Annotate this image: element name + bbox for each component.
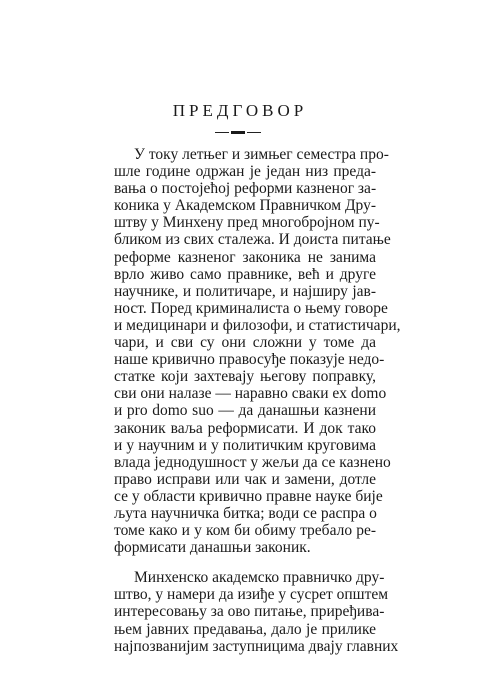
preface-text xyxy=(114,146,401,655)
text-line: законик ваља реформисати. И док тако xyxy=(114,419,376,437)
text-line: наше кривично правосуђе показује недо- xyxy=(114,351,385,369)
text-line: чари, и сви су они сложни у томе да xyxy=(114,334,376,352)
text-line: научнике, и политичаре, и најширу јав- xyxy=(114,282,376,300)
paragraph-1 xyxy=(114,146,401,557)
text-line: бликом из свих сталежа. И доиста питање xyxy=(114,231,391,249)
text-line: коника у Академском Правничком Дру- xyxy=(114,197,376,215)
text-line: ност. Поред криминалиста о њему говоре xyxy=(114,299,388,317)
paragraph-gap xyxy=(114,556,376,569)
text-line: У току летњег и зимњег семестра про- xyxy=(134,146,389,163)
text-line: њем јавних предавања, дало је прилике xyxy=(114,620,376,638)
ornament-line-left xyxy=(215,132,229,133)
ornament-line-right xyxy=(247,132,261,133)
paragraph-2 xyxy=(114,569,399,655)
text-line: влада једнодушност у жељи да се казнено xyxy=(114,453,391,471)
text-line: шле године одржан је један низ преда- xyxy=(114,163,376,181)
text-line: интересовању за ово питање, приређива- xyxy=(114,603,385,621)
heading-ornament-icon xyxy=(215,130,261,136)
text-line: томе како и у ком би обиму требало ре- xyxy=(114,522,376,540)
text-line: сви они налазе — наравно сваки ex domo xyxy=(114,385,387,403)
text-line: Минхенско академско правничко дру- xyxy=(134,569,385,587)
text-line: и медицинари и филозофи, и статистичари, xyxy=(114,316,401,334)
ornament-dash xyxy=(231,131,245,134)
text-line: вања о постојећој реформи казненог за- xyxy=(114,180,377,198)
text-line: статке који захтевају његову поправку, xyxy=(114,368,376,386)
text-line: право исправи или чак и замени, дотле xyxy=(114,470,376,488)
page-heading: ПРЕДГОВОР xyxy=(172,101,308,120)
text-line: формисати данашњи законик. xyxy=(114,539,311,557)
text-line: реформе казненог законика не занима xyxy=(114,248,376,266)
text-line: и у научним и у политичким круговима xyxy=(114,436,376,454)
text-line: љута научничка битка; води се распра о xyxy=(114,504,377,522)
text-line: врло живо само правнике, већ и друге xyxy=(114,265,376,283)
text-line: и pro domo suo — да данашњи казнени xyxy=(114,402,376,420)
text-line: штво, у намери да изиђе у сусрет општем xyxy=(114,586,389,604)
text-line: најпозванијим заступницима двају главних xyxy=(114,637,399,655)
text-line: се у области кривично правне науке бије xyxy=(114,487,383,505)
text-line: штву у Минхену пред многобројном пу- xyxy=(114,214,380,232)
